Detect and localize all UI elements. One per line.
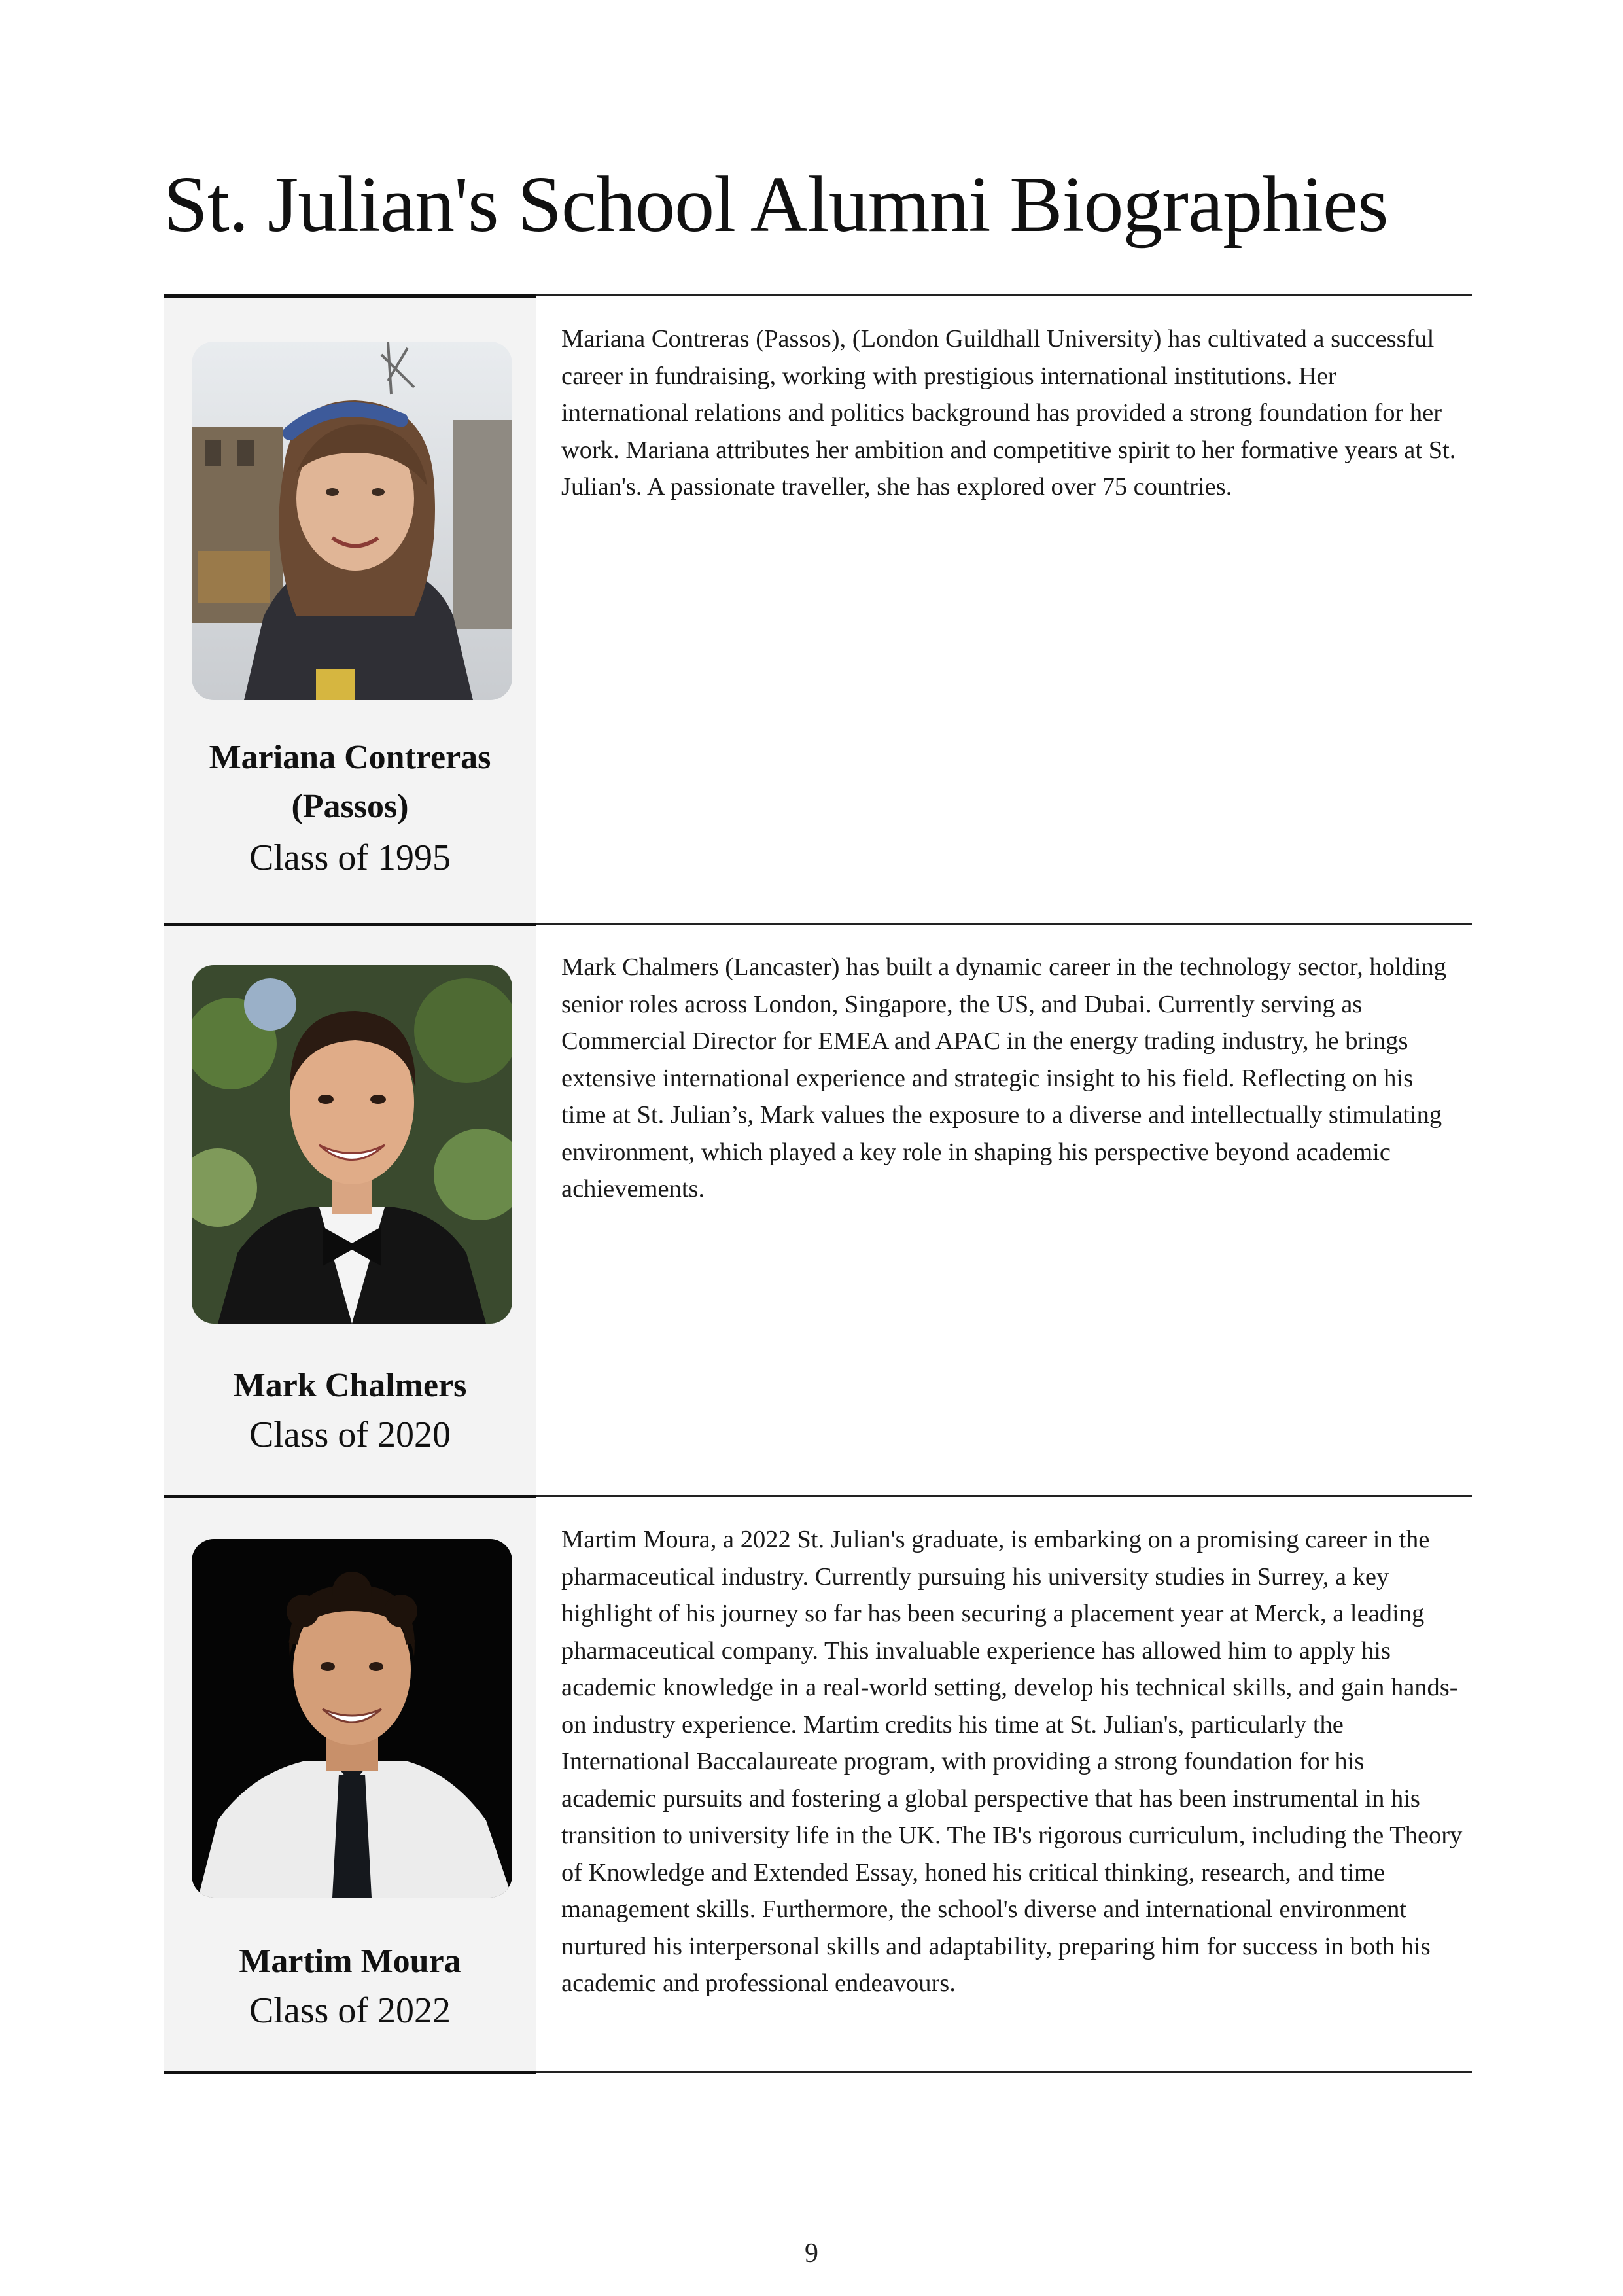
portrait-photo [192,1539,512,1898]
class-year: Class of 1995 [249,838,451,878]
portrait-photo [192,965,512,1324]
biography-text: Mark Chalmers (Lancaster) has built a dynamic career in the technology sector, holding senior roles across London, Singapore, the US, and Dubai. Currently serving as Commercial Director for EMEA and APAC in the energy trading industry, he brings extensive international experience and strategic insight to his field. Reflecting on his time at St. Julian’s, Mark values the exposure to a diverse and intellectually stimulating environment, which played a key role in shaping his perspective beyond academic achievements. [561,953,1446,1203]
class-year: Class of 2020 [249,1415,451,1455]
divider [164,1495,1472,1498]
biography-text: Martim Moura, a 2022 St. Julian's graduate, is embarking on a promising career in the pharmaceutical industry. Currently pursuing his university studies in Surrey, a key highlight of his journey so far has been securing a placement year at Merck, a leading pharmaceutical company. This invaluable experience has allowed him to apply his academic knowledge in a real-world setting, develop his technical skills, and gain hands-on industry experience. Martim credits his time at St. Julian's, particularly the International Baccalaureate program, with providing a strong foundation for his academic pursuits and fostering a global perspective that has been instrumental in his transition to university life in the UK. The IB's rigorous curriculum, including the Theory of Knowledge and Extended Essay, honed his critical thinking, research, and time management skills. Furthermore, the school's diverse and international environment nurtured his interpersonal skills and adaptability, preparing him for success in both his academic and professional endeavours. [561,1526,1463,1997]
alumni-entry [164,1495,1472,2071]
alumni-name: Mariana Contreras [209,739,491,776]
portrait-photo-woman-outdoors-icon [192,342,512,700]
alumni-entry [164,294,1472,926]
profile-panel [164,298,536,926]
biography-text: Mariana Contreras (Passos), (London Guildhall University) has cultivated a successful career in fundraising, working with prestigious international institutions. Her international relations and politics background has provided a strong foundation for her work. Mariana attributes her ambition and competitive spirit to her formative years at St. Julian's. A passionate traveller, she has explored over 75 countries. [561,325,1456,501]
alumni-name: Mark Chalmers [233,1367,467,1404]
alumni-name-suffix: (Passos) [291,788,409,825]
alumni-entry [164,923,1472,1495]
profile-panel [164,926,536,1495]
divider [164,923,1472,925]
divider [164,294,1472,297]
alumni-name: Martim Moura [239,1943,461,1980]
divider [164,2071,1472,2074]
portrait-photo-man-bow-tie-icon [192,965,512,1324]
page-title: St. Julian's School Alumni Biographies [164,160,1388,249]
class-year: Class of 2022 [249,1990,451,2031]
page-number: 9 [805,2238,818,2269]
portrait-photo-man-white-shirt-tie-icon [192,1539,512,1898]
profile-panel [164,1498,536,2071]
portrait-photo [192,342,512,700]
